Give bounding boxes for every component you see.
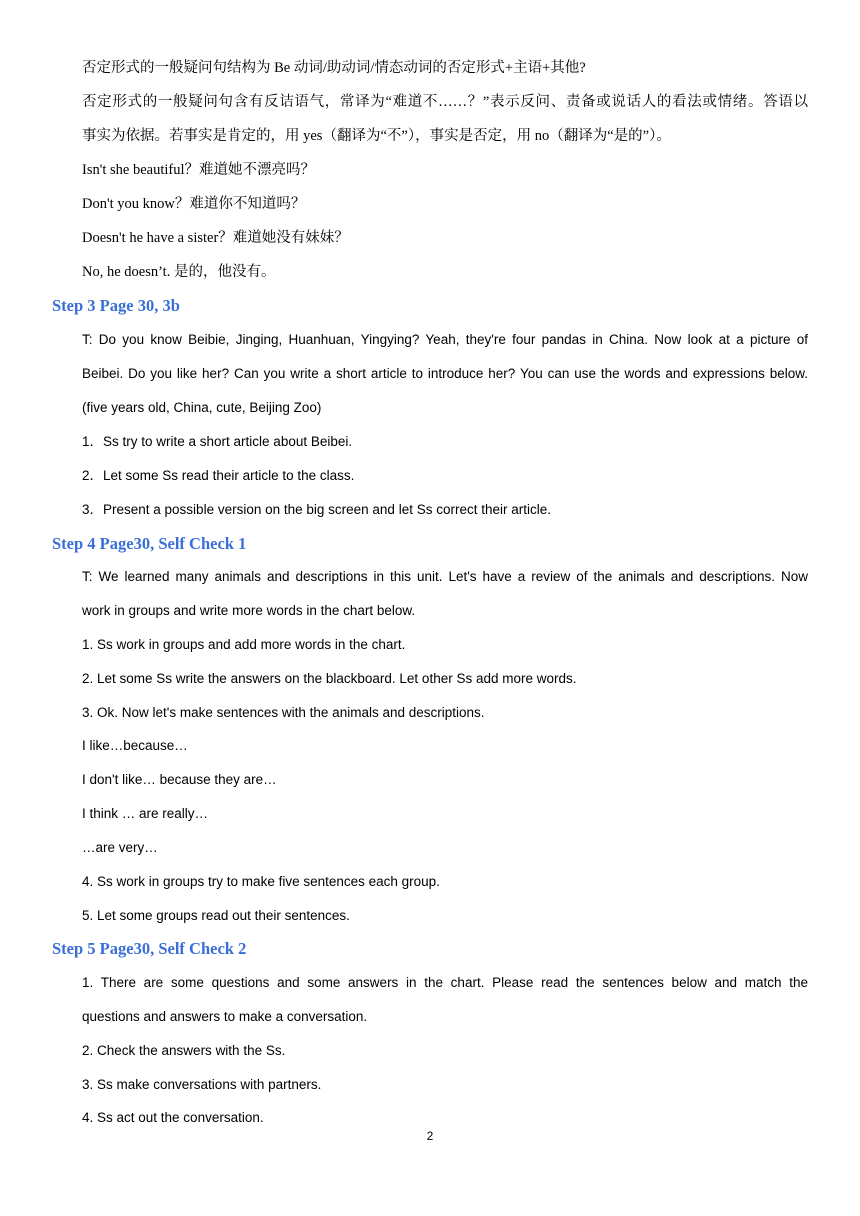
intro-line-1: 否定形式的一般疑问句结构为 Be 动词/助动词/情态动词的否定形式+主语+其他? <box>82 60 586 76</box>
step4-pattern-4: …are very… <box>82 840 158 855</box>
step3-item-2: 2．Let some Ss read their article to the class. <box>82 468 355 483</box>
step3-heading: Step 3 Page 30, 3b <box>52 296 180 315</box>
step3-line-1: T: Do you know Beibie, Jinging, Huanhuan, Yingying? Yeah, they're four pandas in China. Now look at a picture of <box>82 332 808 347</box>
step5-line-2: questions and answers to make a conversation. <box>82 1009 368 1024</box>
step4-pattern-3: I think … are really… <box>82 806 209 821</box>
step4-pattern-2: I don't like… because they are… <box>82 772 277 787</box>
intro-line-2: 否定形式的一般疑问句含有反诘语气，常译为“难道不……？”表示反问、责备或说话人的看法或情绪。答语以 <box>82 94 808 110</box>
step5-line-1: 1. There are some questions and some answers in the chart. Please read the sentences below and match the <box>82 975 808 990</box>
intro-example-2: Don't you know？难道你不知道吗？ <box>82 196 306 212</box>
step4-item-2: 2. Let some Ss write the answers on the blackboard. Let other Ss add more words. <box>82 671 577 686</box>
intro-example-3: Doesn't he have a sister？难道她没有妹妹？ <box>82 230 349 246</box>
step4-item-3: 3. Ok. Now let's make sentences with the animals and descriptions. <box>82 705 485 720</box>
step3-line-3: (five years old, China, cute, Beijing Zoo) <box>82 400 322 415</box>
intro-example-1: Isn't she beautiful？难道她不漂亮吗？ <box>82 162 315 178</box>
step5-item-2: 2. Check the answers with the Ss. <box>82 1043 286 1058</box>
intro-line-3: 事实为依据。若事实是肯定的，用 yes（翻译为“不”），事实是否定，用 no（翻译为“是的”）。 <box>82 128 671 144</box>
step4-item-1: 1. Ss work in groups and add more words in the chart. <box>82 637 406 652</box>
step4-line-2: work in groups and write more words in the chart below. <box>82 603 416 618</box>
step4-line-1: T: We learned many animals and descriptions in this unit. Let's have a review of the animals and descriptions. Now <box>82 569 808 584</box>
step4-item-4: 4. Ss work in groups try to make five sentences each group. <box>82 874 440 889</box>
step5-heading: Step 5 Page30, Self Check 2 <box>52 939 247 958</box>
step4-heading: Step 4 Page30, Self Check 1 <box>52 534 247 553</box>
step3-item-3: 3．Present a possible version on the big screen and let Ss correct their article. <box>82 502 551 517</box>
step3-line-2: Beibei. Do you like her? Can you write a short article to introduce her? You can use the words and expressions below. <box>82 366 808 381</box>
step5-item-3: 3. Ss make conversations with partners. <box>82 1077 322 1092</box>
step4-item-5: 5. Let some groups read out their sentences. <box>82 908 350 923</box>
intro-example-4: No, he doesn’t. 是的，他没有。 <box>82 264 276 280</box>
step3-item-1: 1．Ss try to write a short article about Beibei. <box>82 434 353 449</box>
page-number: 2 <box>426 1129 434 1143</box>
step5-item-4: 4. Ss act out the conversation. <box>82 1110 264 1125</box>
step4-pattern-1: I like…because… <box>82 738 188 753</box>
